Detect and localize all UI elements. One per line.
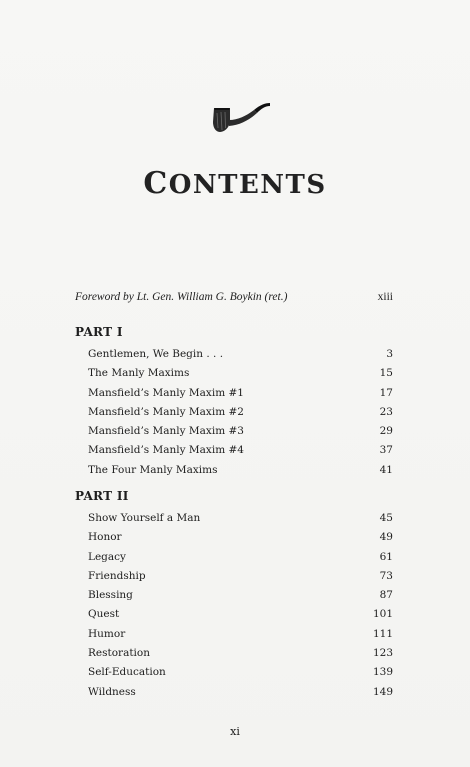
foreword-page: xiii — [377, 291, 393, 303]
entry-title: Self-Education — [88, 666, 166, 679]
entry-page: 73 — [379, 569, 393, 582]
foreword-entry[interactable] — [75, 291, 393, 303]
toc-entry[interactable] — [88, 461, 393, 480]
entry-page: 45 — [379, 512, 393, 524]
toc-entry[interactable] — [88, 345, 393, 364]
toc-entry[interactable] — [88, 548, 393, 567]
entry-page: 61 — [379, 550, 393, 563]
entry-page: 111 — [372, 627, 393, 640]
entry-title: Wildness — [88, 685, 136, 698]
toc-entry[interactable] — [88, 663, 393, 682]
entry-title: Friendship — [88, 569, 146, 582]
entry-page: 23 — [379, 405, 393, 418]
part-heading: PART I — [75, 325, 123, 339]
entry-title: Gentlemen, We Begin . . . — [88, 348, 224, 360]
toc-entry[interactable] — [88, 625, 393, 644]
foreword-label: Foreword by Lt. Gen. William G. Boykin (ret.) — [75, 291, 288, 303]
entry-page: 41 — [379, 463, 393, 476]
entry-title: Mansfield’s Manly Maxim #4 — [88, 444, 244, 457]
toc-entry[interactable] — [88, 683, 393, 702]
entry-page: 3 — [386, 348, 393, 360]
entry-title: Quest — [88, 608, 120, 621]
part-2-entries — [88, 509, 393, 702]
title-initial: C — [143, 166, 169, 201]
entry-title: The Manly Maxims — [88, 367, 190, 380]
pipe-icon — [210, 100, 272, 134]
entry-page: 29 — [379, 425, 393, 438]
entry-page: 149 — [372, 685, 393, 698]
entry-title: Mansfield’s Manly Maxim #2 — [88, 405, 244, 418]
entry-title: Restoration — [88, 647, 150, 660]
entry-title: Humor — [88, 627, 126, 640]
title-rest: ONTENTS — [168, 170, 327, 200]
toc-entry[interactable] — [88, 567, 393, 586]
toc-entry[interactable] — [88, 586, 393, 605]
entry-page: 15 — [379, 367, 393, 380]
toc-entry[interactable] — [88, 509, 393, 528]
entry-page: 123 — [372, 647, 393, 660]
part-heading: PART II — [75, 489, 129, 503]
part-1-entries — [88, 345, 393, 480]
toc-entry[interactable] — [88, 422, 393, 441]
entry-page: 87 — [379, 589, 393, 602]
entry-title: Show Yourself a Man — [88, 512, 201, 524]
entry-title: Blessing — [88, 589, 133, 602]
entry-page: 37 — [379, 444, 393, 457]
entry-page: 17 — [379, 386, 393, 399]
toc-entry[interactable] — [88, 441, 393, 460]
toc-entry[interactable] — [88, 605, 393, 624]
page-number: xi — [230, 725, 240, 738]
entry-page: 101 — [372, 608, 393, 621]
toc-entry[interactable] — [88, 528, 393, 547]
toc-entry[interactable] — [88, 384, 393, 403]
entry-title: Legacy — [88, 550, 126, 563]
toc-entry[interactable] — [88, 364, 393, 383]
toc-entry[interactable] — [88, 403, 393, 422]
entry-page: 49 — [379, 531, 393, 544]
entry-page: 139 — [372, 666, 393, 679]
toc-entry[interactable] — [88, 644, 393, 663]
page-title — [0, 166, 470, 201]
entry-title: Mansfield’s Manly Maxim #1 — [88, 386, 244, 399]
entry-title: Honor — [88, 531, 122, 544]
entry-title: Mansfield’s Manly Maxim #3 — [88, 425, 244, 438]
entry-title: The Four Manly Maxims — [88, 463, 218, 476]
